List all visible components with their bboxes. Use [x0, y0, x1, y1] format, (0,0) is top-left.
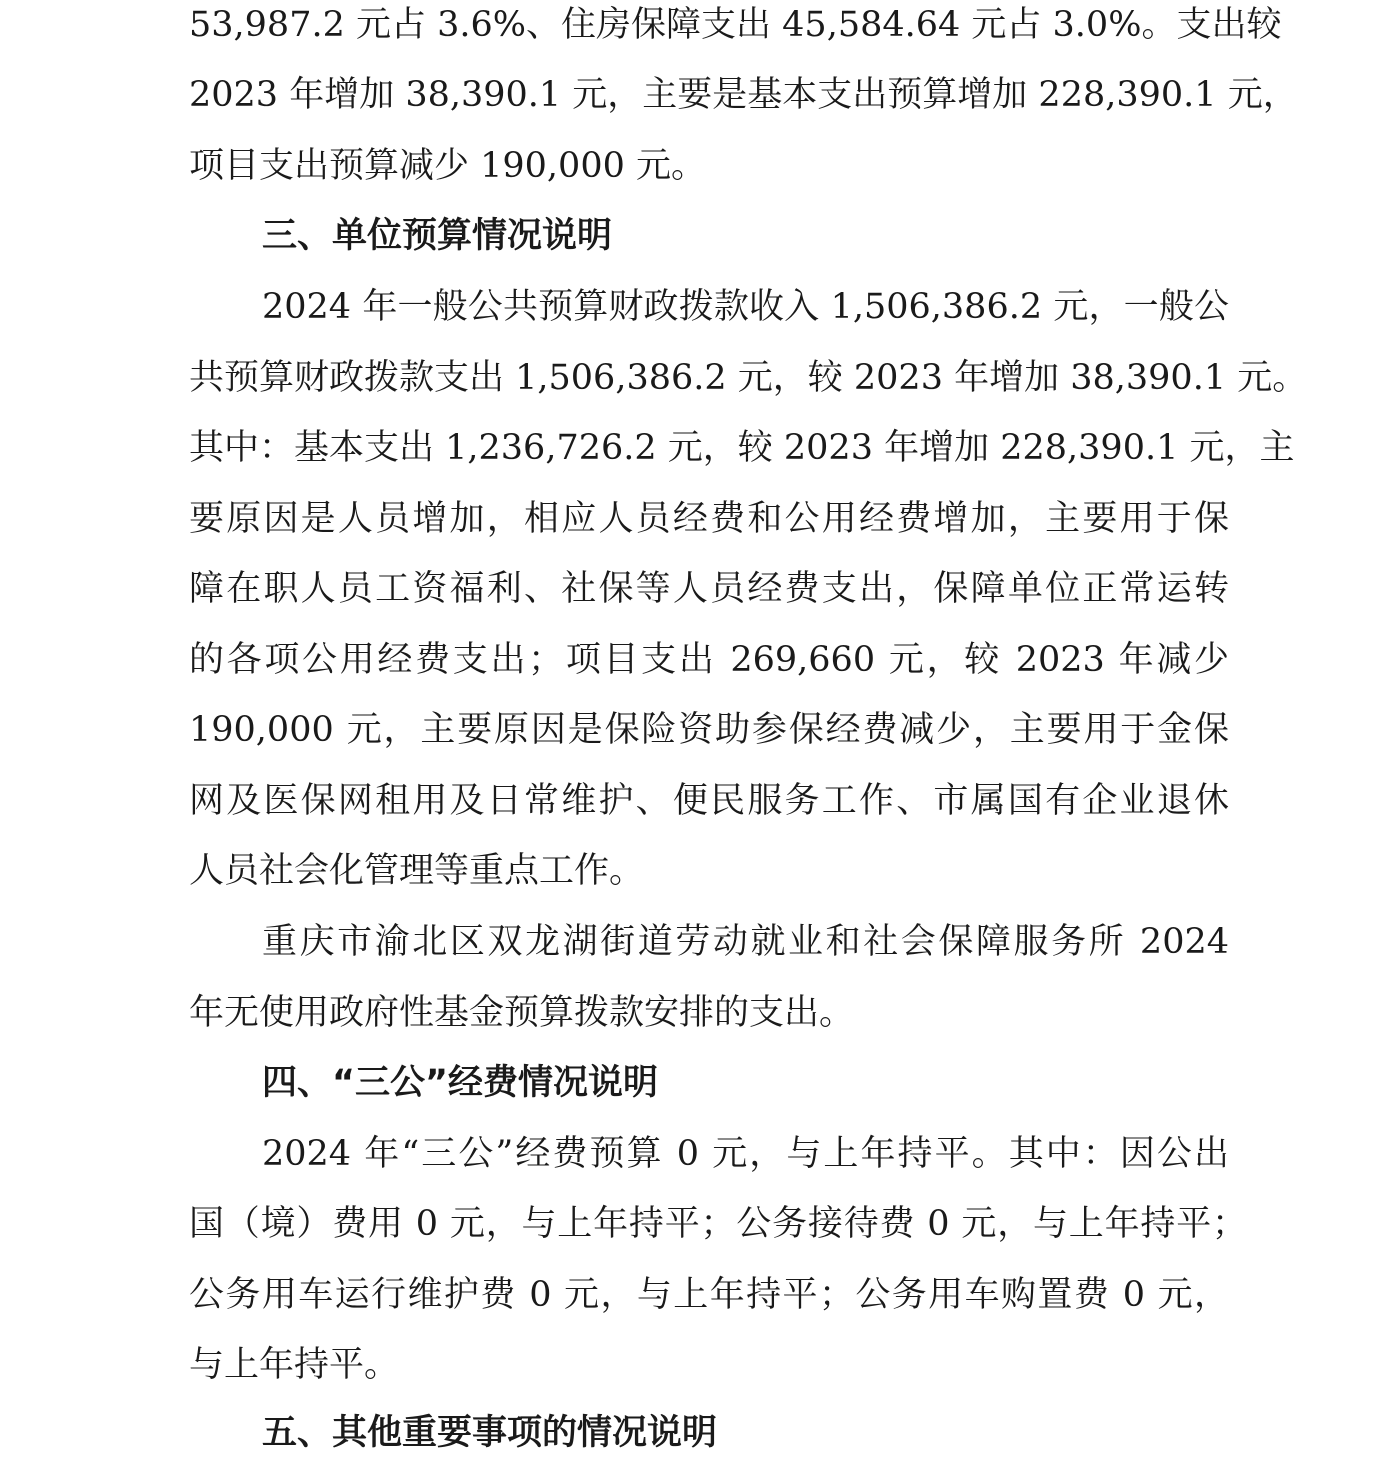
section-heading-3: 三、单位预算情况说明 — [262, 216, 613, 256]
paragraph-line: 共预算财政拨款支出 1,506,386.2 元，较 2023 年增加 38,390.1 元。 — [189, 358, 1308, 398]
section-heading-4: 四、“三公”经费情况说明 — [262, 1063, 659, 1103]
paragraph-line: 人员社会化管理等重点工作。 — [189, 851, 645, 891]
paragraph-line: 的各项公用经费支出；项目支出 269,660 元，较 2023 年减少 — [189, 640, 1229, 680]
paragraph-line: 2024 年“三公”经费预算 0 元，与上年持平。其中：因公出 — [262, 1134, 1229, 1174]
paragraph-line: 障在职人员工资福利、社保等人员经费支出，保障单位正常运转 — [189, 569, 1229, 609]
section-heading-5: 五、其他重要事项的情况说明 — [262, 1413, 718, 1453]
paragraph-line: 2024 年一般公共预算财政拨款收入 1,506,386.2 元，一般公 — [262, 287, 1229, 327]
paragraph-line: 其中：基本支出 1,236,726.2 元，较 2023 年增加 228,390.1 元，主 — [189, 428, 1295, 468]
paragraph-line: 要原因是人员增加，相应人员经费和公用经费增加，主要用于保 — [189, 499, 1229, 539]
paragraph-line: 网及医保网租用及日常维护、便民服务工作、市属国有企业退休 — [189, 781, 1229, 821]
paragraph-line: 国（境）费用 0 元，与上年持平；公务接待费 0 元，与上年持平； — [189, 1204, 1247, 1244]
paragraph-line: 190,000 元，主要原因是保险资助参保经费减少，主要用于金保 — [189, 710, 1229, 750]
paragraph-line: 与上年持平。 — [189, 1345, 400, 1385]
paragraph-line: 重庆市渝北区双龙湖街道劳动就业和社会保障服务所 2024 — [262, 922, 1229, 962]
paragraph-line: 公务用车运行维护费 0 元，与上年持平；公务用车购置费 0 元， — [189, 1275, 1229, 1315]
paragraph-line: 2023 年增加 38,390.1 元，主要是基本支出预算增加 228,390.1 元， — [189, 75, 1298, 115]
paragraph-line: 年无使用政府性基金预算拨款安排的支出。 — [189, 993, 855, 1033]
paragraph-line: 项目支出预算减少 190,000 元。 — [189, 146, 706, 186]
paragraph-line: 53,987.2 元占 3.6%、住房保障支出 45,584.64 元占 3.0%。支出较 — [189, 5, 1282, 45]
